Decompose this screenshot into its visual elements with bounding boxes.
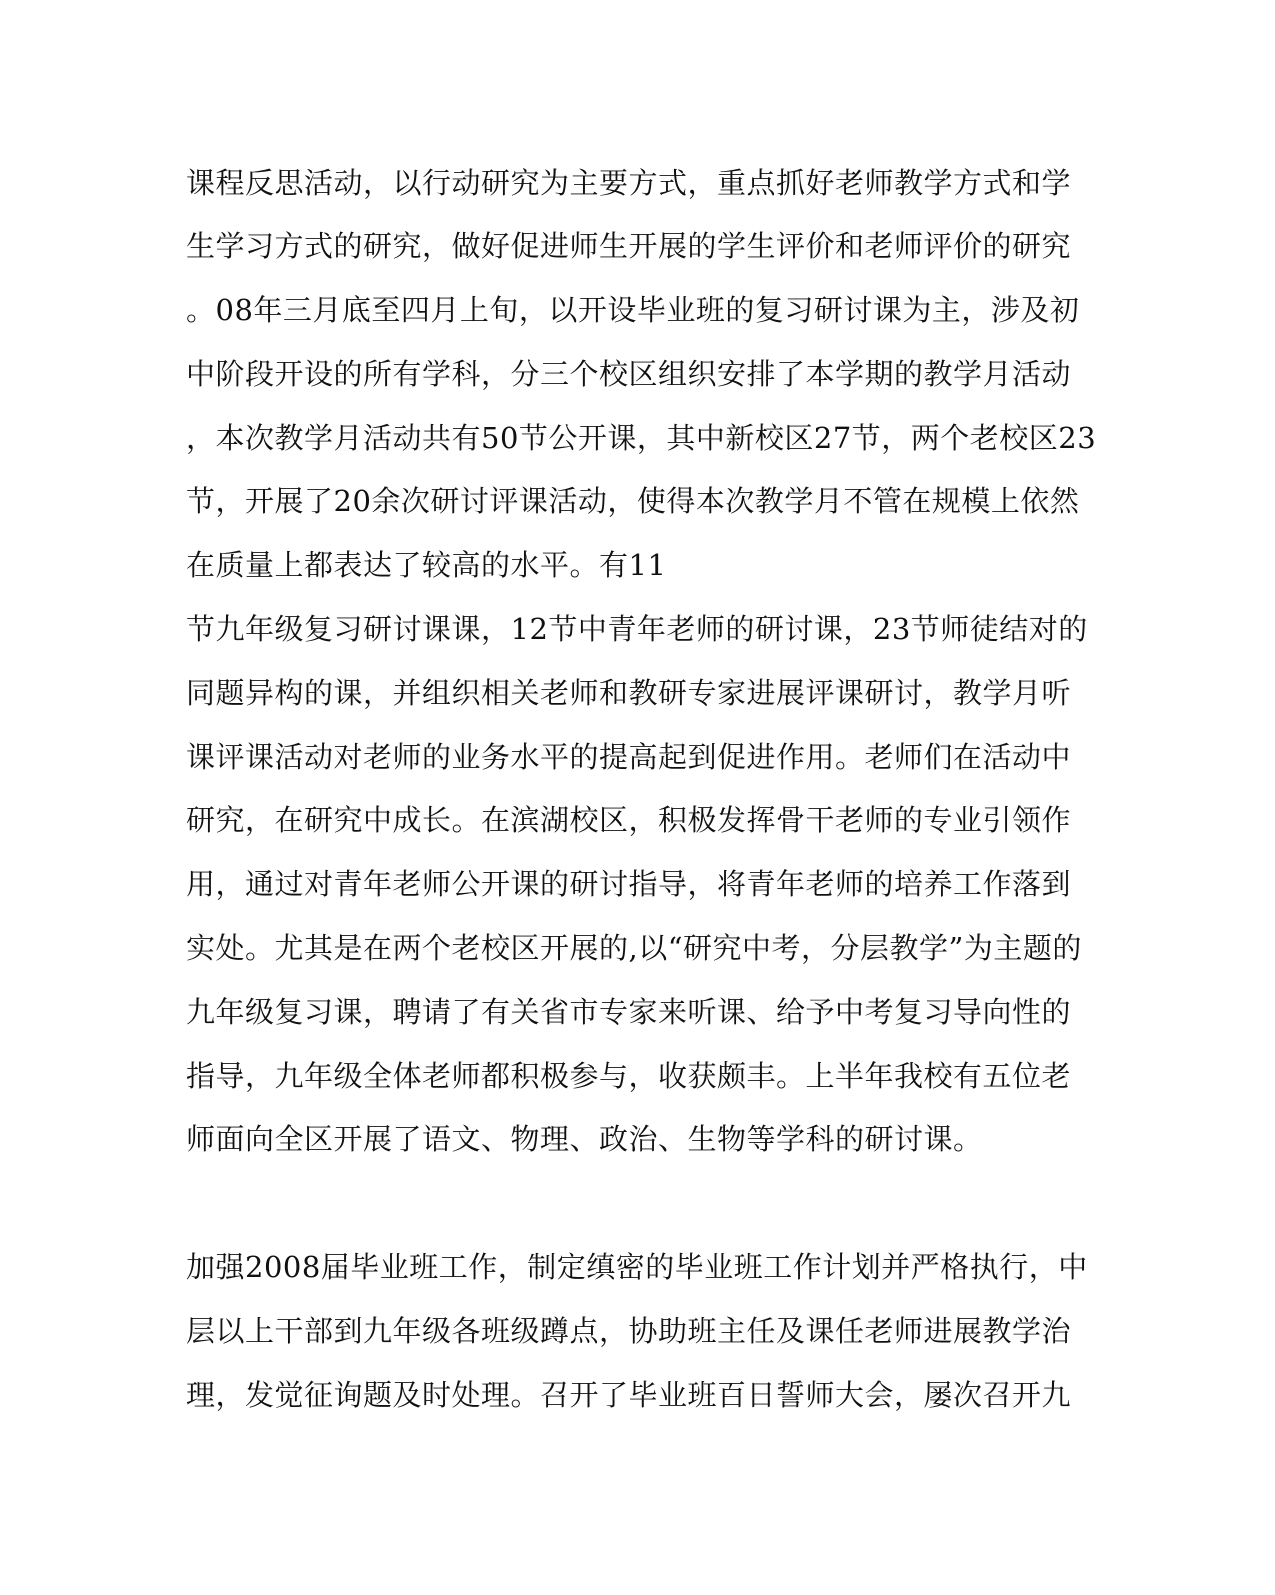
text-line: 加强2008届毕业班工作，制定缜密的毕业班工作计划并严格执行，中 [186, 1250, 1088, 1284]
text-line: ，本次教学月活动共有50节公开课，其中新校区27节，两个老校区23 [186, 421, 1097, 455]
text-line: 生学习方式的研究，做好促进师生开展的学生评价和老师评价的研究 [186, 229, 1072, 263]
text-line: 在质量上都表达了较高的水平。有11 [186, 548, 667, 582]
text-line: 节九年级复习研讨课课，12节中青年老师的研讨课，23节师徒结对的 [186, 612, 1088, 646]
text-line: 课程反思活动，以行动研究为主要方式，重点抓好老师教学方式和学 [186, 166, 1072, 200]
text-line: 实处。尤其是在两个老校区开展的,以“研究中考，分层教学”为主题的 [186, 931, 1082, 965]
text-line: 用，通过对青年老师公开课的研讨指导，将青年老师的培养工作落到 [186, 867, 1072, 901]
text-line: 理，发觉征询题及时处理。召开了毕业班百日誓师大会，屡次召开九 [186, 1378, 1072, 1412]
text-line: 课评课活动对老师的业务水平的提高起到促进作用。老师们在活动中 [186, 740, 1072, 774]
text-line: 指导，九年级全体老师都积极参与，收获颇丰。上半年我校有五位老 [186, 1059, 1072, 1093]
text-line: 师面向全区开展了语文、物理、政治、生物等学科的研讨课。 [186, 1122, 983, 1156]
text-line: 同题异构的课，并组织相关老师和教研专家进展评课研讨，教学月听 [186, 676, 1072, 710]
text-line: 节，开展了20余次研讨评课活动，使得本次教学月不管在规模上依然 [186, 484, 1080, 518]
text-line: 层以上干部到九年级各班级蹲点，协助班主任及课任老师进展教学治 [186, 1314, 1072, 1348]
text-line: 。08年三月底至四月上旬，以开设毕业班的复习研讨课为主，涉及初 [186, 293, 1080, 327]
text-line: 九年级复习课，聘请了有关省市专家来听课、给予中考复习导向性的 [186, 995, 1072, 1029]
text-line: 中阶段开设的所有学科，分三个校区组织安排了本学期的教学月活动 [186, 357, 1072, 391]
text-line: 研究，在研究中成长。在滨湖校区，积极发挥骨干老师的专业引领作 [186, 803, 1072, 837]
